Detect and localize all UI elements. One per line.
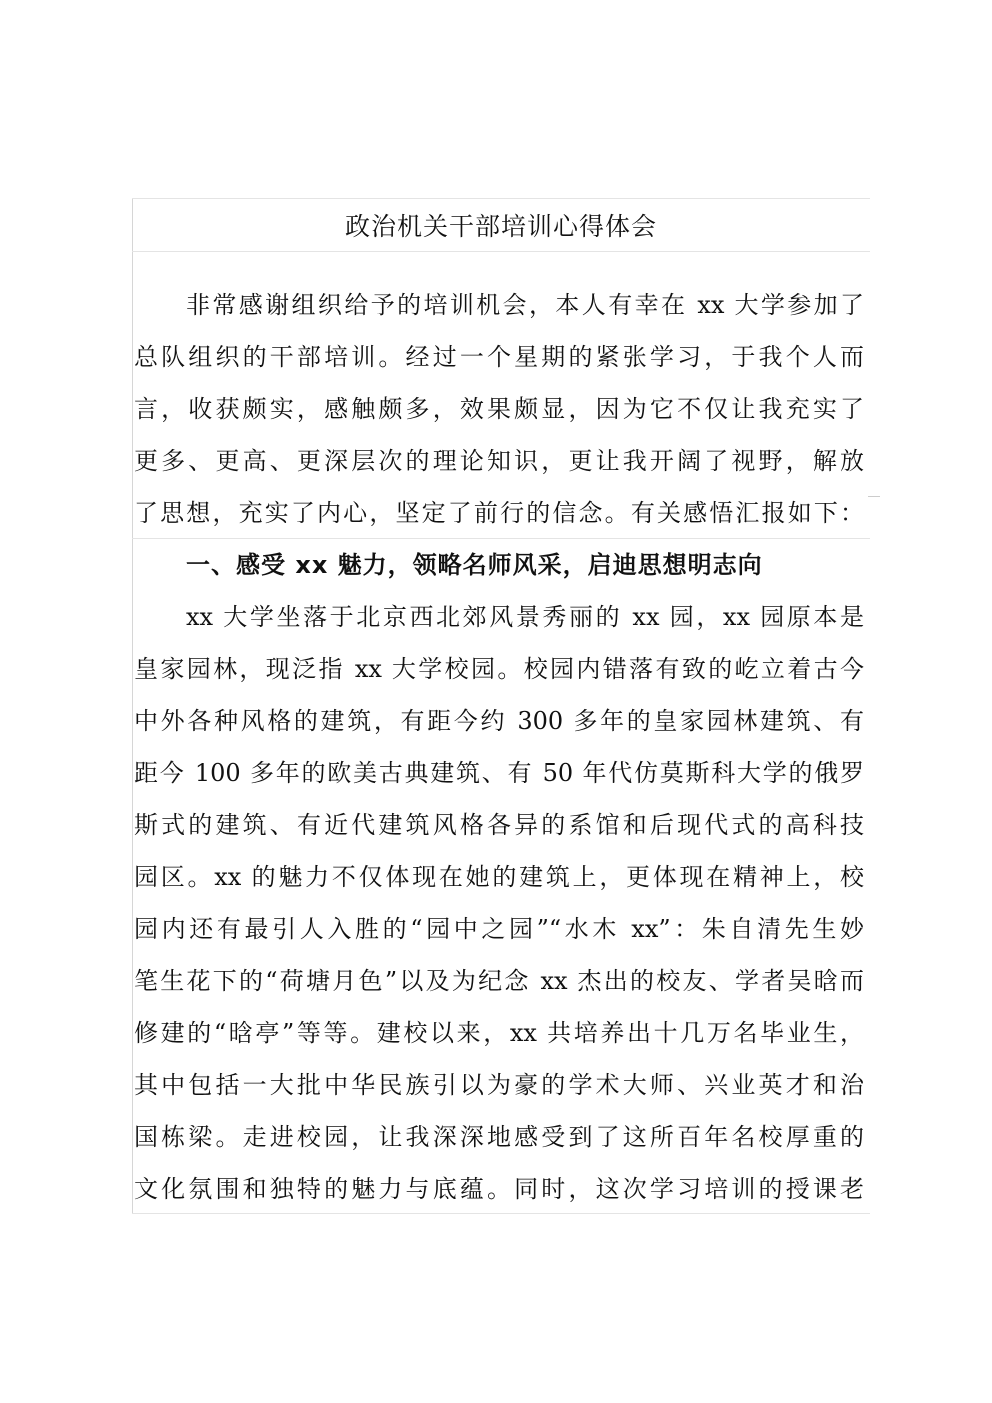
paragraph-line: 斯式的建筑、有近代建筑风格各异的系馆和后现代式的高科技 xyxy=(134,811,864,839)
scan-rule-under-title xyxy=(132,251,870,252)
paragraph-line: xx 大学坐落于北京西北郊风景秀丽的 xx 园，xx 园原本是 xyxy=(186,603,864,631)
paragraph-line: 更多、更高、更深层次的理论知识，更让我开阔了视野，解放 xyxy=(134,447,864,475)
paragraph-line: 其中包括一大批中华民族引以为豪的学术大师、兴业英才和治 xyxy=(134,1071,864,1099)
scan-rule-bottom xyxy=(132,1213,870,1214)
paragraph-line: 非常感谢组织给予的培训机会，本人有幸在 xx 大学参加了 xyxy=(186,291,864,319)
scan-frame-left-line xyxy=(132,198,133,1214)
paragraph-line: 园内还有最引人入胜的“园中之园”“水木 xx”：朱自清先生妙 xyxy=(134,915,864,943)
paragraph-line: 园区。xx 的魅力不仅体现在她的建筑上，更体现在精神上，校 xyxy=(134,863,864,891)
scan-tick-mark xyxy=(868,496,880,497)
paragraph-line: 总队组织的干部培训。经过一个星期的紧张学习，于我个人而 xyxy=(134,343,864,371)
paragraph-line: 修建的“晗亭”等等。建校以来，xx 共培养出十几万名毕业生， xyxy=(134,1019,864,1047)
scan-rule-above-heading xyxy=(132,538,870,539)
section-heading: 一、感受 xx 魅力，领略名师风采，启迪思想明志向 xyxy=(186,551,763,579)
paragraph-line: 言，收获颇实，感触颇多，效果颇显，因为它不仅让我充实了 xyxy=(134,395,864,423)
paragraph-line: 皇家园林，现泛指 xx 大学校园。校园内错落有致的屹立着古今 xyxy=(134,655,864,683)
paragraph-line: 了思想，充实了内心，坚定了前行的信念。有关感悟汇报如下： xyxy=(134,499,864,527)
paragraph-line: 距今 100 多年的欧美古典建筑、有 50 年代仿莫斯科大学的俄罗 xyxy=(134,759,864,787)
scan-rule-top xyxy=(132,198,870,199)
paragraph-line: 文化氛围和独特的魅力与底蕴。同时，这次学习培训的授课老 xyxy=(134,1175,864,1203)
paragraph-line: 国栋梁。走进校园，让我深深地感受到了这所百年名校厚重的 xyxy=(134,1123,864,1151)
paragraph-line: 中外各种风格的建筑，有距今约 300 多年的皇家园林建筑、有 xyxy=(134,707,864,735)
paragraph-line: 笔生花下的“荷塘月色”以及为纪念 xx 杰出的校友、学者吴晗而 xyxy=(134,967,864,995)
document-title: 政治机关干部培训心得体会 xyxy=(344,212,657,241)
